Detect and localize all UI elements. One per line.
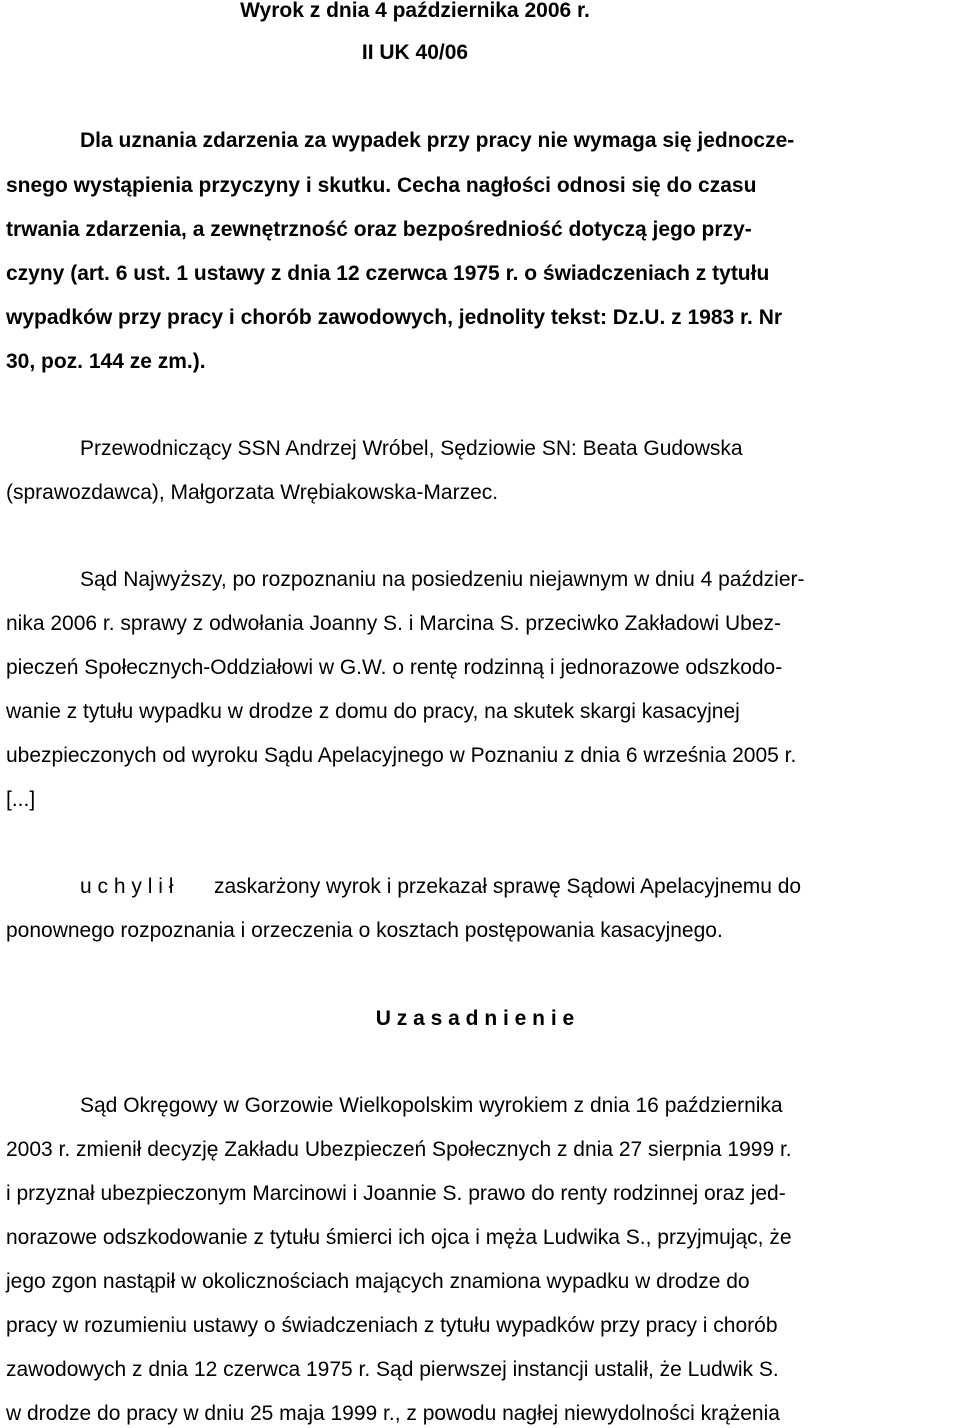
- intro-line: ubezpieczonych od wyroku Sądu Apelacyjnego w Poznaniu z dnia 6 września 2005 r.: [6, 744, 797, 767]
- thesis-line: Dla uznania zdarzenia za wypadek przy pracy nie wymaga się jednocze-: [80, 129, 795, 152]
- intro-line: wanie z tytułu wypadku w drodze z domu do pracy, na skutek skargi kasacyjnej: [6, 700, 740, 723]
- intro-line: [...]: [6, 788, 36, 811]
- case-number: II UK 40/06: [361, 41, 469, 64]
- thesis-line: wypadków przy pracy i chorób zawodowych, jednolity tekst: Dz.U. z 1983 r. Nr: [6, 306, 783, 329]
- ruling-keyword: u c h y l i ł: [80, 875, 174, 898]
- justification-heading: U z a s a d n i e n i e: [375, 1007, 575, 1030]
- thesis-line: czyny (art. 6 ust. 1 ustawy z dnia 12 czerwca 1975 r. o świadczeniach z tytułu: [6, 262, 770, 285]
- justification-line: w drodze do pracy w dniu 25 maja 1999 r., z powodu nagłej niewydolności krążenia: [6, 1402, 780, 1425]
- panel-line: Przewodniczący SSN Andrzej Wróbel, Sędziowie SN: Beata Gudowska: [80, 437, 743, 460]
- intro-line: nika 2006 r. sprawy z odwołania Joanny S. i Marcina S. przeciwko Zakładowi Ubez-: [6, 612, 782, 635]
- justification-line: Sąd Okręgowy w Gorzowie Wielkopolskim wyrokiem z dnia 16 października: [80, 1094, 783, 1117]
- thesis-line: trwania zdarzenia, a zewnętrzność oraz bezpośredniość dotyczą jego przy-: [6, 218, 752, 241]
- panel-line: (sprawozdawca), Małgorzata Wrębiakowska-Marzec.: [6, 481, 499, 504]
- justification-line: norazowe odszkodowanie z tytułu śmierci ich ojca i męża Ludwika S., przyjmując, że: [6, 1226, 792, 1249]
- justification-line: pracy w rozumieniu ustawy o świadczeniach z tytułu wypadków przy pracy i chorób: [6, 1314, 778, 1337]
- justification-line: zawodowych z dnia 12 czerwca 1975 r. Sąd pierwszej instancji ustalił, że Ludwik S.: [6, 1358, 779, 1381]
- justification-line: 2003 r. zmienił decyzję Zakładu Ubezpieczeń Społecznych z dnia 27 sierpnia 1999 r.: [6, 1138, 792, 1161]
- intro-line: pieczeń Społecznych-Oddziałowi w G.W. o rentę rodzinną i jednorazowe odszkodo-: [6, 656, 783, 679]
- ruling-text: ponownego rozpoznania i orzeczenia o kosztach postępowania kasacyjnego.: [6, 919, 723, 942]
- justification-line: i przyznał ubezpieczonym Marcinowi i Joannie S. prawo do renty rodzinnej oraz jed-: [6, 1182, 786, 1205]
- intro-line: Sąd Najwyższy, po rozpoznaniu na posiedzeniu niejawnym w dniu 4 paździer-: [80, 568, 805, 591]
- ruling-text: zaskarżony wyrok i przekazał sprawę Sądowi Apelacyjnemu do: [214, 875, 802, 898]
- thesis-line: snego wystąpienia przyczyny i skutku. Cecha nagłości odnosi się do czasu: [6, 174, 757, 197]
- justification-line: jego zgon nastąpił w okolicznościach mających znamiona wypadku w drodze do: [6, 1270, 750, 1293]
- document-title: Wyrok z dnia 4 października 2006 r.: [240, 0, 590, 22]
- thesis-line: 30, poz. 144 ze zm.).: [6, 350, 206, 373]
